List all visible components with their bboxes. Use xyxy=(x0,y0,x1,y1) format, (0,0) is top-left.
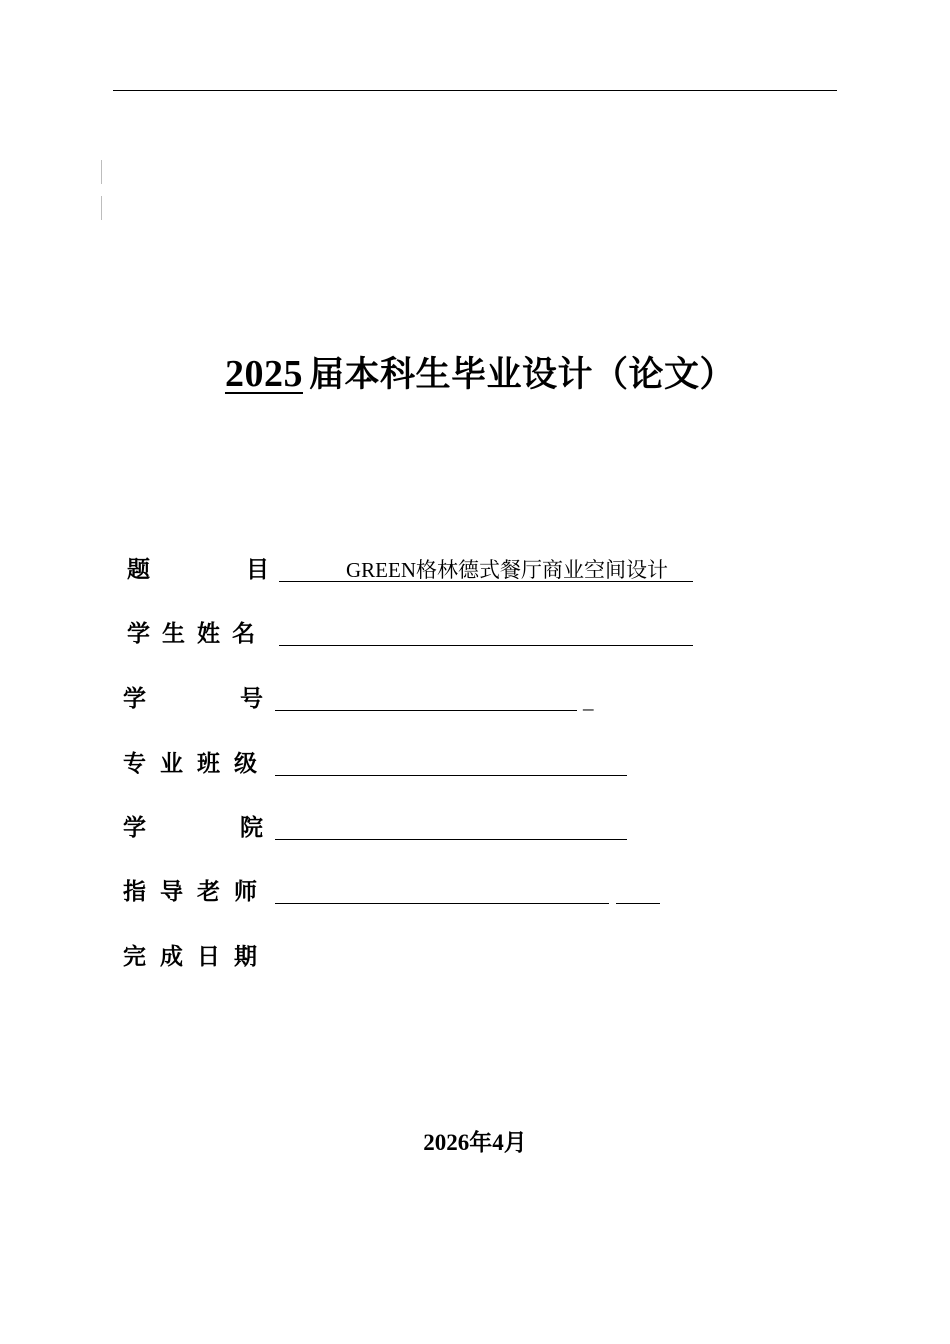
field-student-name xyxy=(127,614,727,654)
field-student-name-underline xyxy=(279,645,693,646)
field-major-class xyxy=(123,744,723,784)
margin-mark xyxy=(101,160,102,184)
field-student-name-label: 学 生 姓 名 xyxy=(127,621,258,647)
field-advisor-underline xyxy=(275,903,609,904)
field-topic-label: 题 目 xyxy=(127,557,269,583)
field-college-label: 学 院 xyxy=(123,815,263,841)
field-student-id-trailing: _ xyxy=(583,689,594,713)
header-rule xyxy=(113,90,837,91)
thesis-title xyxy=(0,346,950,403)
field-student-id xyxy=(123,679,723,719)
field-major-class-label: 专 业 班 级 xyxy=(123,751,261,777)
field-topic-value: GREEN格林德式餐厅商业空间设计 xyxy=(346,558,668,582)
thesis-title-text: 届本科生毕业设计（论文） xyxy=(308,355,735,395)
thesis-year: 2025 xyxy=(224,353,303,395)
field-completion-date xyxy=(123,937,723,977)
submission-date: 2026年4月 xyxy=(423,1130,527,1155)
field-college xyxy=(123,808,723,848)
field-college-underline xyxy=(275,839,627,840)
field-topic xyxy=(127,550,727,590)
field-major-class-underline xyxy=(275,775,627,776)
field-advisor-underline-tail xyxy=(616,903,660,904)
margin-mark xyxy=(101,196,102,220)
field-student-id-underline xyxy=(275,710,577,711)
field-advisor xyxy=(123,872,723,912)
field-completion-date-label: 完 成 日 期 xyxy=(123,944,261,970)
field-advisor-label: 指 导 老 师 xyxy=(123,879,261,905)
field-student-id-label: 学 号 xyxy=(123,686,263,712)
